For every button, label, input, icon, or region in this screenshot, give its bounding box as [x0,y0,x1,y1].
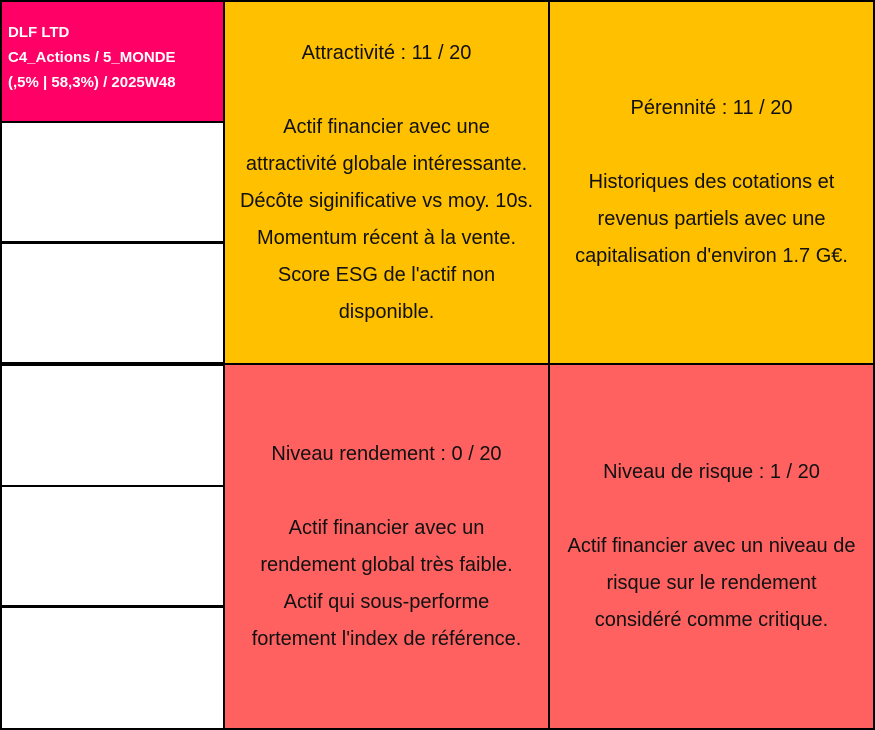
perennite-line: capitalisation d'environ 1.7 G€. [575,245,848,267]
risque-panel [548,363,875,730]
empty-cell-1 [0,121,225,243]
attractivite-title: Attractivité : 11 / 20 [301,41,472,64]
asset-header-cell [0,0,225,123]
rendement-line: Actif financier avec un [288,516,485,539]
rendement-panel [223,363,550,730]
attractivite-line: Momentum récent à la vente. [256,226,516,249]
rendement-line: Actif qui sous-performe [283,590,490,613]
risque-line: considéré comme critique. [594,609,829,631]
attractivite-panel [223,0,550,365]
empty-cell-2 [0,242,225,364]
risque-line: risque sur le rendement [606,572,817,594]
empty-cell-5 [0,606,225,730]
empty-cell-3 [0,364,225,487]
attractivite-line: Actif financier avec une [283,115,490,138]
asset-name: DLF LTD [8,24,70,41]
rendement-line: fortement l'index de référence. [251,627,522,650]
perennite-line: Historiques des cotations et [588,171,835,193]
attractivite-line: disponible. [338,300,435,323]
attractivite-line: Décôte siginificative vs moy. 10s. [239,189,534,212]
perennite-line: revenus partiels avec une [597,208,826,230]
risque-line: Actif financier avec un niveau de [567,535,856,557]
perennite-panel [548,0,875,365]
risque-title: Niveau de risque : 1 / 20 [603,461,820,483]
rendement-line: rendement global très faible. [260,553,513,576]
attractivite-line: attractivité globale intéressante. [245,152,528,175]
attractivite-line: Score ESG de l'actif non [277,263,496,286]
asset-period: (,5% | 58,3%) / 2025W48 [8,74,176,91]
perennite-title: Pérennité : 11 / 20 [630,97,793,119]
asset-category: C4_Actions / 5_MONDE [8,49,176,66]
rendement-title: Niveau rendement : 0 / 20 [271,442,502,465]
empty-cell-4 [0,485,225,607]
